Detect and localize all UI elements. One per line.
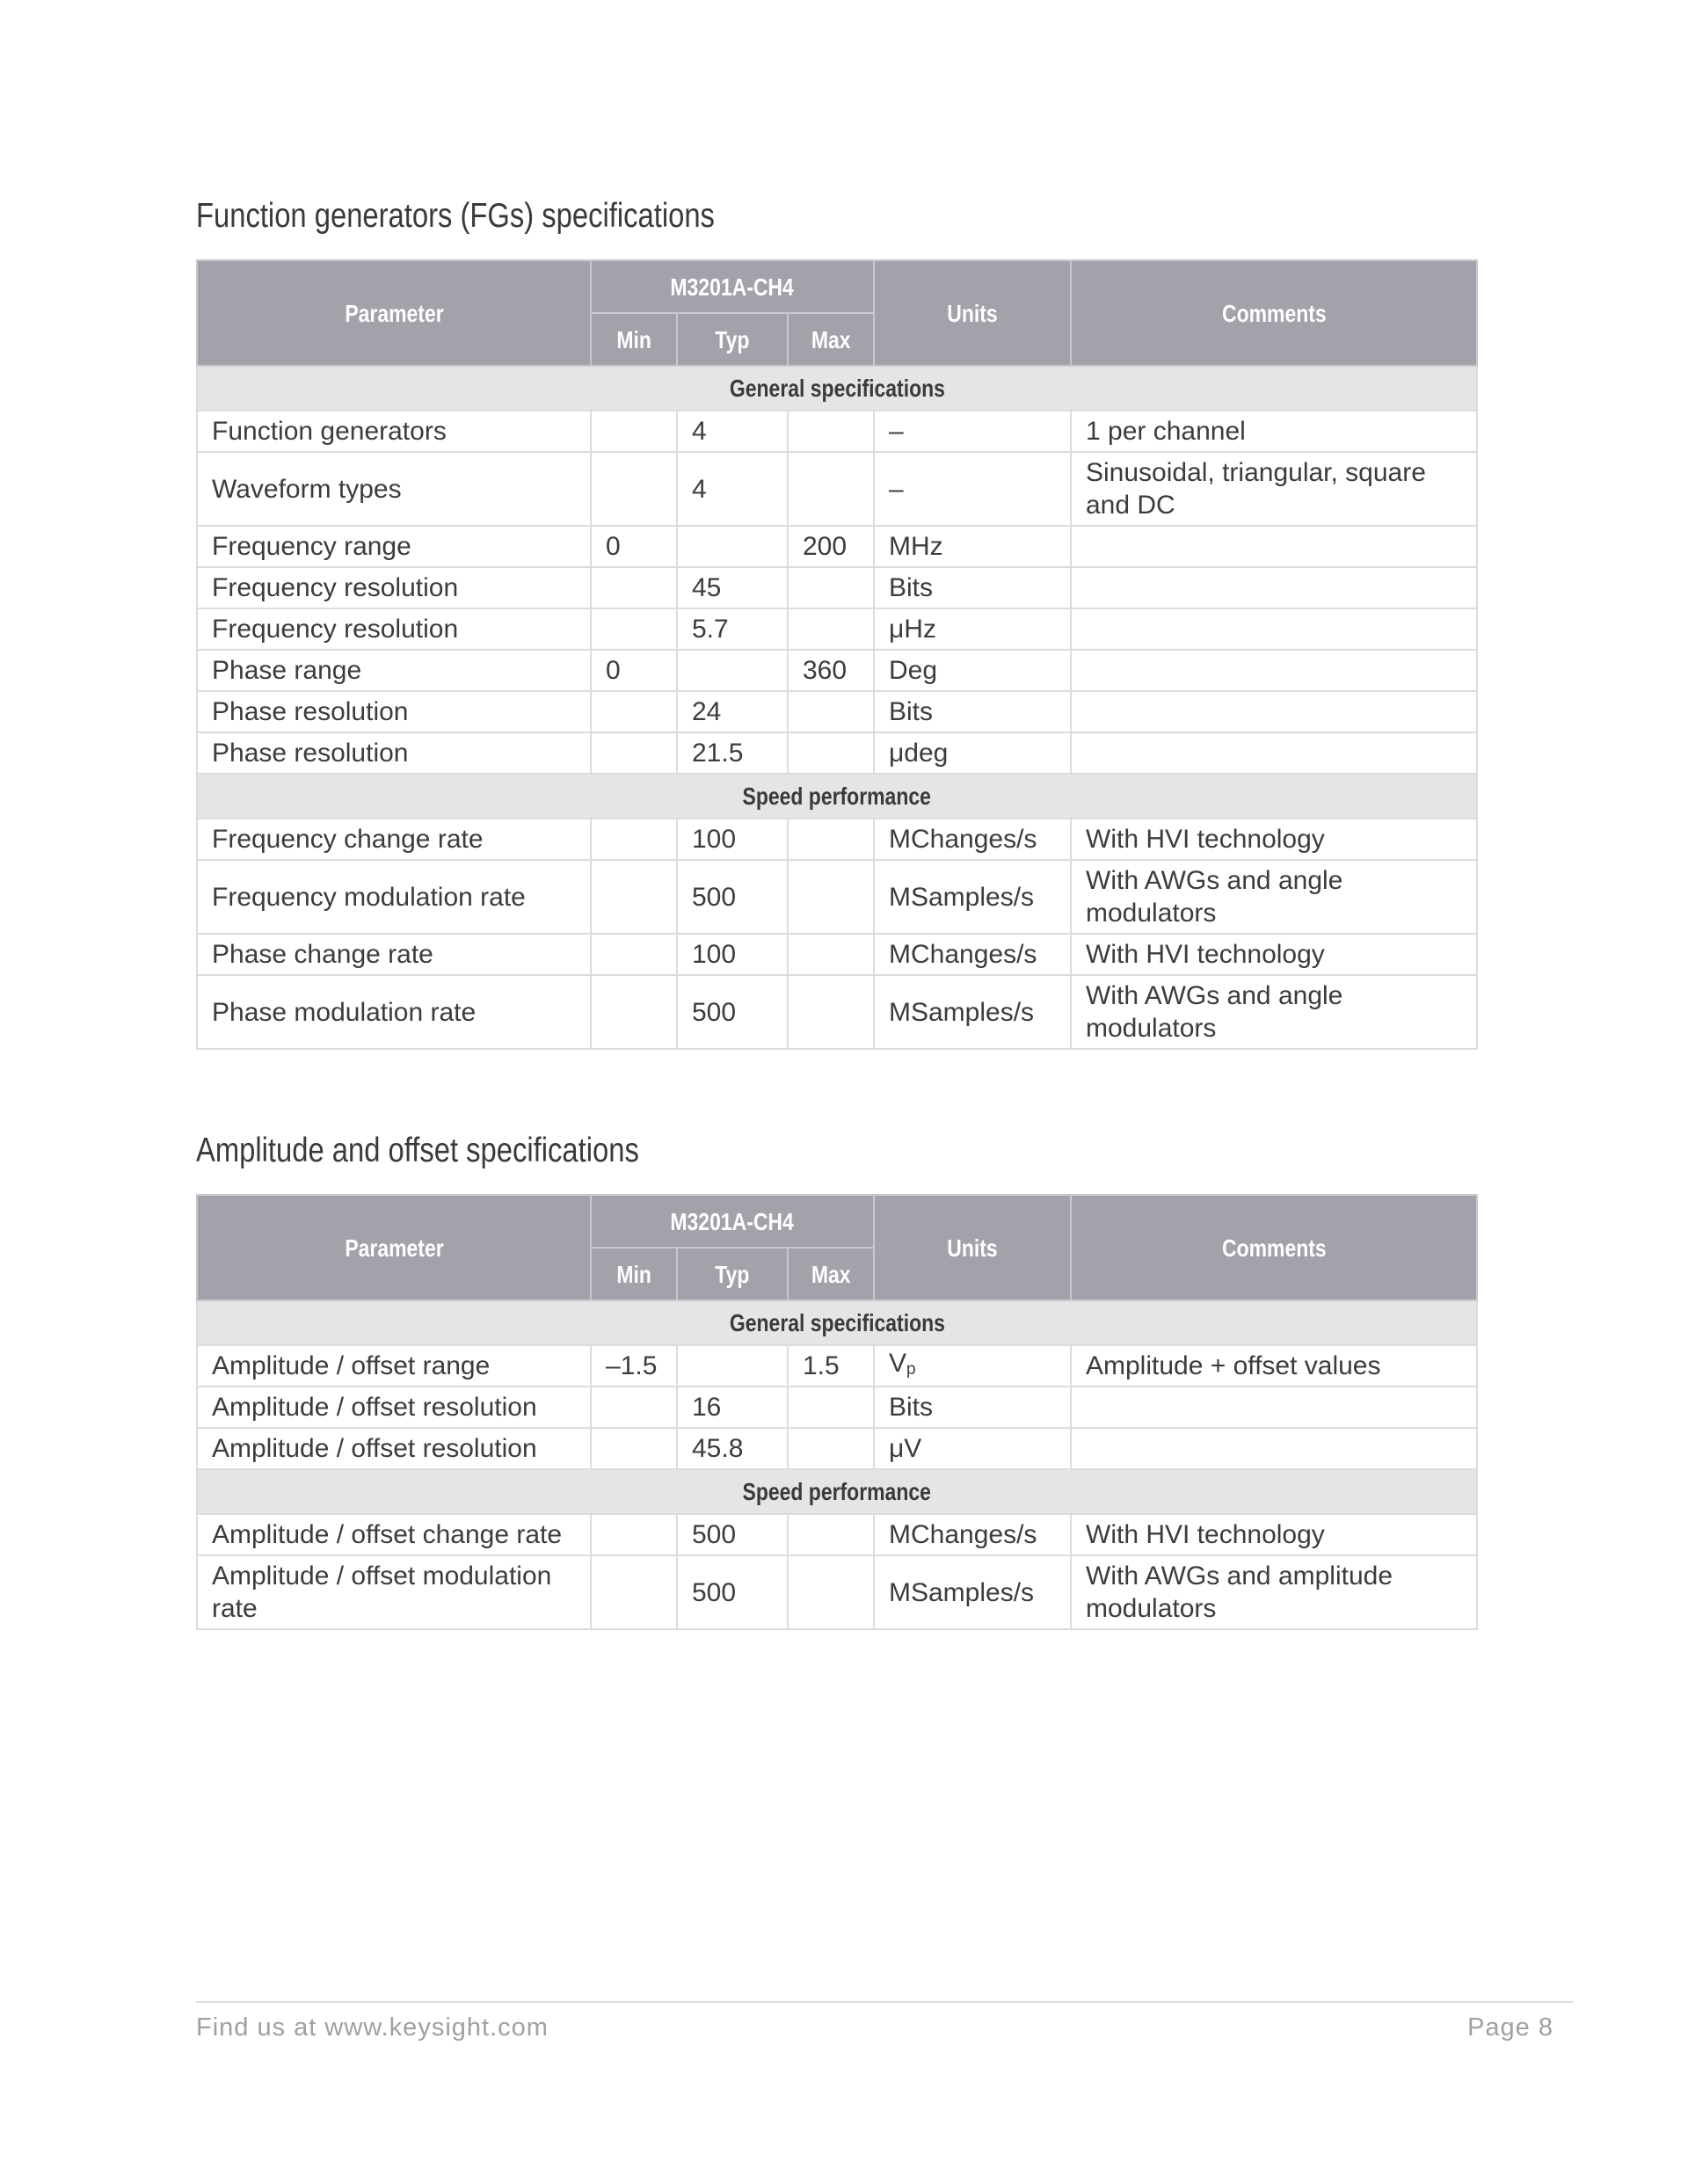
cell-typ bbox=[677, 1345, 788, 1387]
section-row bbox=[197, 1300, 1477, 1345]
cell-parameter bbox=[197, 1428, 591, 1469]
cell-typ bbox=[677, 1387, 788, 1428]
header-max bbox=[788, 313, 874, 366]
cell-parameter bbox=[197, 411, 591, 452]
cell-comments bbox=[1071, 1514, 1477, 1555]
cell-comments bbox=[1071, 860, 1477, 934]
amplitude-offset-specs-table bbox=[196, 1194, 1478, 1630]
units-value: μdeg bbox=[889, 739, 949, 768]
header-row bbox=[197, 260, 1477, 313]
section-row bbox=[197, 1469, 1477, 1514]
cell-max bbox=[788, 526, 874, 567]
units-value: Bits bbox=[889, 573, 934, 602]
header-units bbox=[874, 1195, 1071, 1300]
cell-comments bbox=[1071, 411, 1477, 452]
cell-typ bbox=[677, 691, 788, 732]
cell-units bbox=[874, 860, 1071, 934]
header-typ bbox=[677, 313, 788, 366]
cell-comments bbox=[1071, 975, 1477, 1049]
cell-min bbox=[591, 1514, 677, 1555]
cell-typ bbox=[677, 934, 788, 975]
cell-units bbox=[874, 691, 1071, 732]
header-typ-label: Typ bbox=[715, 325, 750, 353]
cell-comments bbox=[1071, 650, 1477, 691]
typ-value: 45 bbox=[692, 573, 722, 602]
units-value: MChanges/s bbox=[889, 1520, 1037, 1549]
units-value: MSamples/s bbox=[889, 882, 1035, 912]
section-header bbox=[197, 1300, 1477, 1345]
header-max bbox=[788, 1248, 874, 1300]
cell-typ bbox=[677, 567, 788, 608]
cell-units bbox=[874, 1514, 1071, 1555]
max-value: 200 bbox=[803, 532, 848, 561]
cell-parameter bbox=[197, 975, 591, 1049]
table-row bbox=[197, 411, 1477, 452]
parameter-value: Function generators bbox=[212, 417, 447, 446]
section-header bbox=[197, 366, 1477, 411]
cell-max bbox=[788, 1387, 874, 1428]
cell-units bbox=[874, 650, 1071, 691]
header-comments-label: Comments bbox=[1221, 1234, 1327, 1262]
comments-value: With HVI technology bbox=[1086, 1520, 1325, 1549]
min-value: 0 bbox=[606, 532, 621, 561]
cell-max bbox=[788, 819, 874, 860]
cell-typ bbox=[677, 1428, 788, 1469]
cell-parameter bbox=[197, 819, 591, 860]
cell-max bbox=[788, 608, 874, 650]
cell-typ bbox=[677, 452, 788, 526]
header-parameter bbox=[197, 260, 591, 366]
min-value: –1.5 bbox=[606, 1351, 658, 1380]
cell-max bbox=[788, 732, 874, 774]
typ-value: 500 bbox=[692, 997, 737, 1027]
section-header bbox=[197, 774, 1477, 819]
section-label: Speed performance bbox=[742, 1478, 932, 1505]
cell-min bbox=[591, 1387, 677, 1428]
max-value: 360 bbox=[803, 656, 848, 685]
table-row bbox=[197, 526, 1477, 567]
table-row bbox=[197, 1387, 1477, 1428]
table-row bbox=[197, 567, 1477, 608]
table-row bbox=[197, 860, 1477, 934]
header-max-label: Max bbox=[811, 1260, 851, 1288]
typ-value: 4 bbox=[692, 474, 707, 504]
typ-value: 500 bbox=[692, 882, 737, 912]
header-typ-label: Typ bbox=[715, 1260, 750, 1288]
cell-parameter bbox=[197, 934, 591, 975]
header-model-label: M3201A-CH4 bbox=[670, 1207, 795, 1235]
parameter-value: Phase resolution bbox=[212, 697, 409, 726]
header-units-label: Units bbox=[947, 299, 998, 327]
cell-typ bbox=[677, 1555, 788, 1629]
table-row bbox=[197, 1428, 1477, 1469]
parameter-value: Amplitude / offset change rate bbox=[212, 1520, 563, 1549]
header-model bbox=[591, 1195, 874, 1248]
header-min-label: Min bbox=[616, 325, 651, 353]
units-value: MHz bbox=[889, 532, 943, 561]
cell-comments bbox=[1071, 819, 1477, 860]
typ-value: 45.8 bbox=[692, 1434, 744, 1463]
units-value: μV bbox=[889, 1434, 922, 1463]
comments-value: With AWGs and angle modulators bbox=[1086, 866, 1343, 928]
section-title: Function generators (FGs) specifications bbox=[196, 197, 715, 235]
parameter-value: Frequency change rate bbox=[212, 825, 484, 854]
table-row bbox=[197, 608, 1477, 650]
table-row bbox=[197, 452, 1477, 526]
cell-min bbox=[591, 975, 677, 1049]
typ-value: 500 bbox=[692, 1577, 737, 1607]
units-value: Deg bbox=[889, 656, 938, 685]
comments-value: With HVI technology bbox=[1086, 940, 1325, 969]
cell-units bbox=[874, 1555, 1071, 1629]
typ-value: 5.7 bbox=[692, 615, 729, 644]
cell-typ bbox=[677, 860, 788, 934]
fg-specs-table bbox=[196, 259, 1478, 1050]
units-value: MChanges/s bbox=[889, 940, 1037, 969]
header-typ bbox=[677, 1248, 788, 1300]
typ-value: 100 bbox=[692, 940, 737, 969]
cell-parameter bbox=[197, 691, 591, 732]
cell-max bbox=[788, 1514, 874, 1555]
footer-divider bbox=[196, 2001, 1573, 2003]
comments-value: 1 per channel bbox=[1086, 417, 1246, 446]
footer-website[interactable]: Find us at www.keysight.com bbox=[196, 2013, 549, 2042]
cell-min bbox=[591, 452, 677, 526]
min-value: 0 bbox=[606, 656, 621, 685]
cell-min bbox=[591, 1345, 677, 1387]
units-value: – bbox=[889, 417, 904, 446]
units-value: – bbox=[889, 474, 904, 504]
cell-units bbox=[874, 819, 1071, 860]
cell-typ bbox=[677, 732, 788, 774]
table-row bbox=[197, 975, 1477, 1049]
units-value: μHz bbox=[889, 615, 936, 644]
header-parameter-label: Parameter bbox=[344, 1234, 444, 1262]
cell-max bbox=[788, 1555, 874, 1629]
cell-typ bbox=[677, 1514, 788, 1555]
units-subscript: p bbox=[906, 1359, 916, 1379]
cell-units bbox=[874, 1387, 1071, 1428]
cell-min bbox=[591, 526, 677, 567]
header-model-label: M3201A-CH4 bbox=[670, 273, 795, 301]
section-row bbox=[197, 366, 1477, 411]
units-value: Bits bbox=[889, 1393, 934, 1422]
cell-parameter bbox=[197, 1387, 591, 1428]
cell-max bbox=[788, 650, 874, 691]
section-label: General specifications bbox=[729, 375, 945, 402]
cell-comments bbox=[1071, 526, 1477, 567]
header-min-label: Min bbox=[616, 1260, 651, 1288]
cell-max bbox=[788, 411, 874, 452]
comments-value: With AWGs and amplitude modulators bbox=[1086, 1562, 1393, 1623]
parameter-value: Phase range bbox=[212, 656, 362, 685]
cell-min bbox=[591, 691, 677, 732]
cell-units bbox=[874, 567, 1071, 608]
cell-min bbox=[591, 732, 677, 774]
comments-value: Sinusoidal, triangular, square and DC bbox=[1086, 458, 1426, 520]
section-row bbox=[197, 774, 1477, 819]
typ-value: 24 bbox=[692, 697, 722, 726]
cell-comments bbox=[1071, 608, 1477, 650]
parameter-value: Phase modulation rate bbox=[212, 997, 477, 1027]
header-model bbox=[591, 260, 874, 313]
cell-units bbox=[874, 732, 1071, 774]
cell-parameter bbox=[197, 732, 591, 774]
cell-comments bbox=[1071, 691, 1477, 732]
cell-units bbox=[874, 608, 1071, 650]
parameter-value: Phase resolution bbox=[212, 739, 409, 768]
header-comments-label: Comments bbox=[1221, 299, 1327, 327]
cell-parameter bbox=[197, 860, 591, 934]
header-min bbox=[591, 313, 677, 366]
cell-parameter bbox=[197, 650, 591, 691]
parameter-value: Amplitude / offset modulation rate bbox=[212, 1562, 552, 1623]
cell-min bbox=[591, 1428, 677, 1469]
units-value: MChanges/s bbox=[889, 825, 1037, 854]
cell-max bbox=[788, 975, 874, 1049]
parameter-value: Frequency resolution bbox=[212, 615, 459, 644]
table-row bbox=[197, 732, 1477, 774]
cell-comments bbox=[1071, 1555, 1477, 1629]
units-value: MSamples/s bbox=[889, 1577, 1035, 1607]
cell-units bbox=[874, 526, 1071, 567]
header-units-label: Units bbox=[947, 1234, 998, 1262]
cell-max bbox=[788, 860, 874, 934]
header-comments bbox=[1071, 1195, 1477, 1300]
cell-max bbox=[788, 1345, 874, 1387]
cell-parameter bbox=[197, 567, 591, 608]
table-row bbox=[197, 819, 1477, 860]
cell-comments bbox=[1071, 1428, 1477, 1469]
cell-units bbox=[874, 411, 1071, 452]
cell-comments bbox=[1071, 1345, 1477, 1387]
cell-units bbox=[874, 1428, 1071, 1469]
cell-parameter bbox=[197, 1345, 591, 1387]
cell-typ bbox=[677, 526, 788, 567]
parameter-value: Waveform types bbox=[212, 474, 402, 504]
cell-min bbox=[591, 1555, 677, 1629]
typ-value: 500 bbox=[692, 1520, 737, 1549]
typ-value: 100 bbox=[692, 825, 737, 854]
comments-value: With AWGs and angle modulators bbox=[1086, 981, 1343, 1043]
table-row bbox=[197, 934, 1477, 975]
section-label: General specifications bbox=[729, 1309, 945, 1336]
parameter-value: Phase change rate bbox=[212, 940, 433, 969]
cell-min bbox=[591, 860, 677, 934]
cell-parameter bbox=[197, 526, 591, 567]
typ-value: 4 bbox=[692, 417, 707, 446]
cell-parameter bbox=[197, 452, 591, 526]
parameter-value: Frequency modulation rate bbox=[212, 882, 526, 912]
typ-value: 16 bbox=[692, 1393, 722, 1422]
table-row bbox=[197, 1514, 1477, 1555]
table-row bbox=[197, 691, 1477, 732]
section-header bbox=[197, 1469, 1477, 1514]
cell-min bbox=[591, 650, 677, 691]
cell-min bbox=[591, 608, 677, 650]
max-value: 1.5 bbox=[803, 1351, 840, 1380]
cell-max bbox=[788, 691, 874, 732]
typ-value: 21.5 bbox=[692, 739, 744, 768]
cell-typ bbox=[677, 608, 788, 650]
header-parameter bbox=[197, 1195, 591, 1300]
cell-max bbox=[788, 1428, 874, 1469]
header-max-label: Max bbox=[811, 325, 851, 353]
cell-min bbox=[591, 819, 677, 860]
table-row bbox=[197, 1345, 1477, 1387]
cell-parameter bbox=[197, 1555, 591, 1629]
cell-parameter bbox=[197, 1514, 591, 1555]
page-number: Page 8 bbox=[1467, 2013, 1553, 2042]
comments-value: Amplitude + offset values bbox=[1086, 1351, 1381, 1380]
units-value: V bbox=[889, 1348, 907, 1378]
table-row bbox=[197, 650, 1477, 691]
units-value: MSamples/s bbox=[889, 997, 1035, 1027]
cell-max bbox=[788, 567, 874, 608]
cell-comments bbox=[1071, 1387, 1477, 1428]
section-label: Speed performance bbox=[742, 783, 932, 810]
cell-min bbox=[591, 411, 677, 452]
cell-min bbox=[591, 567, 677, 608]
parameter-value: Frequency range bbox=[212, 532, 411, 561]
parameter-value: Amplitude / offset range bbox=[212, 1351, 491, 1380]
cell-comments bbox=[1071, 452, 1477, 526]
parameter-value: Amplitude / offset resolution bbox=[212, 1434, 537, 1463]
header-comments bbox=[1071, 260, 1477, 366]
parameter-value: Amplitude / offset resolution bbox=[212, 1393, 537, 1422]
cell-units bbox=[874, 1345, 1071, 1387]
header-units bbox=[874, 260, 1071, 366]
cell-parameter bbox=[197, 608, 591, 650]
cell-typ bbox=[677, 650, 788, 691]
cell-comments bbox=[1071, 732, 1477, 774]
cell-units bbox=[874, 934, 1071, 975]
cell-max bbox=[788, 934, 874, 975]
cell-typ bbox=[677, 975, 788, 1049]
parameter-value: Frequency resolution bbox=[212, 573, 459, 602]
cell-comments bbox=[1071, 934, 1477, 975]
cell-max bbox=[788, 452, 874, 526]
units-value: Bits bbox=[889, 697, 934, 726]
header-parameter-label: Parameter bbox=[344, 299, 444, 327]
table-row bbox=[197, 1555, 1477, 1629]
section-title: Amplitude and offset specifications bbox=[196, 1132, 639, 1169]
cell-typ bbox=[677, 411, 788, 452]
cell-typ bbox=[677, 819, 788, 860]
cell-units bbox=[874, 975, 1071, 1049]
cell-min bbox=[591, 934, 677, 975]
header-min bbox=[591, 1248, 677, 1300]
comments-value: With HVI technology bbox=[1086, 825, 1325, 854]
cell-comments bbox=[1071, 567, 1477, 608]
header-row bbox=[197, 1195, 1477, 1248]
cell-units bbox=[874, 452, 1071, 526]
